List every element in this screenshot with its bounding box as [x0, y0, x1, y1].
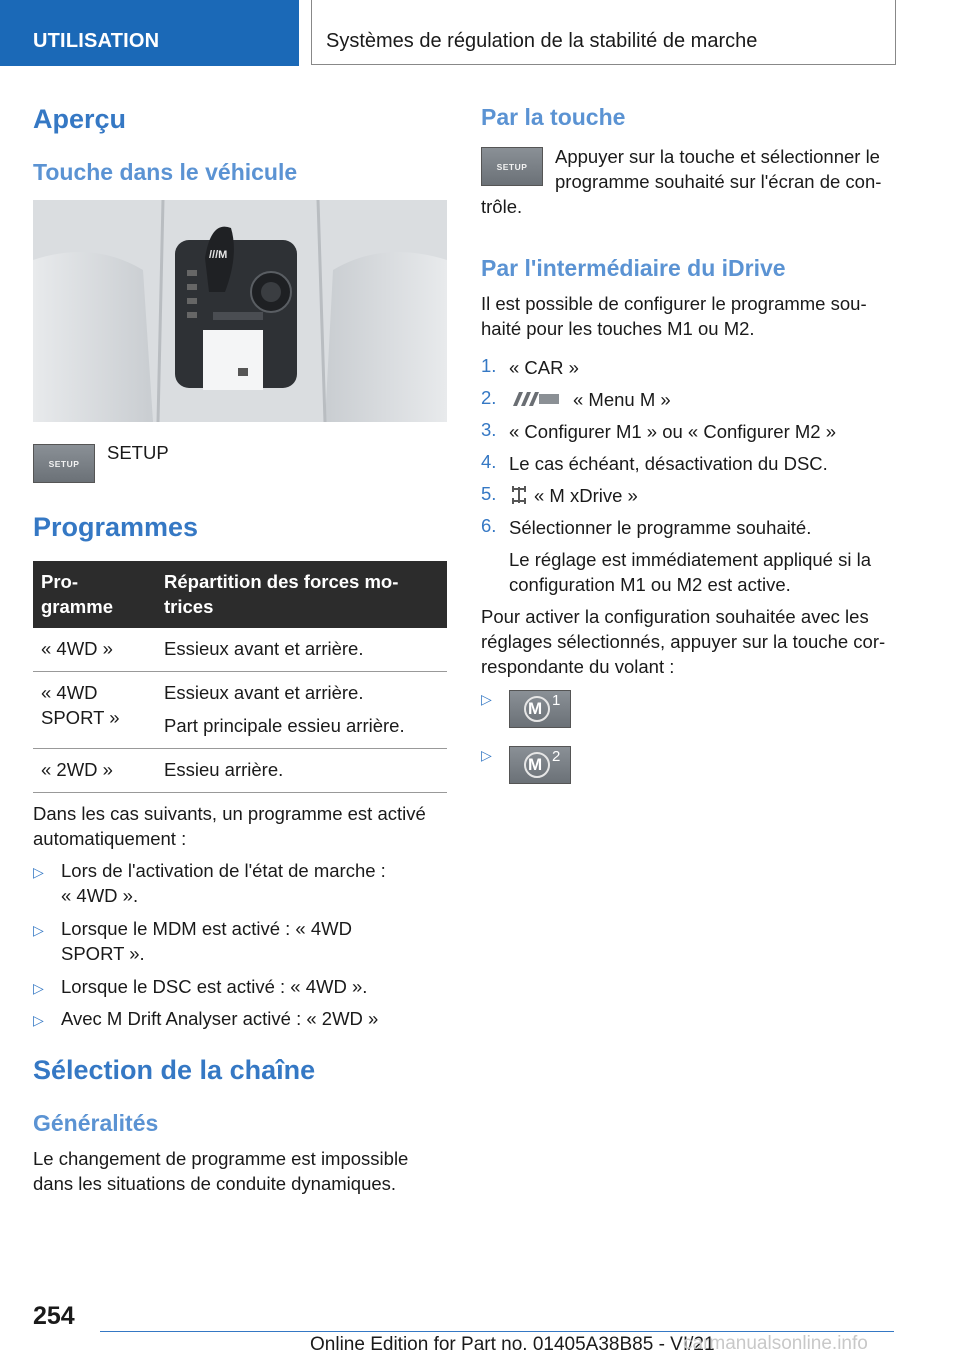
- step-text: « Configurer M1 » ou « Configurer M2 »: [509, 421, 837, 442]
- step-number: 6.: [481, 515, 497, 536]
- list-item: Avec M Drift Analyser activé : « 2WD »: [61, 1008, 379, 1029]
- bullet-triangle-icon: ▷: [33, 980, 44, 996]
- step-text: « Menu M »: [573, 389, 671, 410]
- table-cell-programme: « 4WD SPORT »: [33, 672, 156, 749]
- section-tab: [0, 0, 299, 66]
- watermark-text: carmanualsonline.info: [683, 1333, 868, 1354]
- touch-text-line: programme souhaité sur l'écran de con-: [555, 171, 882, 192]
- vehicle-console-photo: [33, 200, 447, 422]
- step-number: 4.: [481, 451, 497, 472]
- subheading-touche: Touche dans le véhicule: [33, 159, 298, 185]
- generalites-text: Le changement de programme est impossible dans les situations de conduite dynamiques.: [33, 1148, 409, 1194]
- touch-text-line: Appuyer sur la touche et sélectionner le: [555, 146, 880, 167]
- step-number: 1.: [481, 355, 497, 376]
- table-header-row: [33, 561, 447, 628]
- step-text: « CAR »: [509, 357, 579, 378]
- m-logo-icon: [509, 392, 563, 411]
- table-cell-description: Essieux avant et arrière.: [156, 628, 447, 672]
- svg-text:///M: ///M: [209, 249, 228, 261]
- xdrive-icon: [512, 485, 526, 510]
- auto-intro-text: Dans les cas suivants, un programme est activé automatiquement :: [33, 803, 426, 849]
- chapter-tab: [311, 0, 896, 65]
- chapter-title: Systèmes de régulation de la stabilité de marche: [326, 30, 758, 52]
- bullet-triangle-icon: ▷: [33, 1012, 44, 1028]
- bullet-triangle-icon: ▷: [33, 922, 44, 938]
- list-item: Lorsque le DSC est activé : « 4WD ».: [61, 976, 368, 997]
- subheading-generalites: Généralités: [33, 1110, 159, 1136]
- idrive-text: Il est possible de configurer le programme sou- haité pour les touches M1 ou M2.: [481, 293, 867, 339]
- section-heading-apercu: Aperçu: [33, 104, 127, 134]
- setup-button-image: SETUP: [481, 147, 543, 186]
- section-title: UTILISATION: [33, 30, 160, 52]
- subheading-idrive: Par l'intermédiaire du iDrive: [481, 255, 786, 281]
- activate-text: Pour activer la configuration souhaitée avec les réglages sélectionnés, appuyer sur la touche cor- respondante du volant :: [481, 606, 886, 677]
- col-header-repartition: Répartition des forces mo- trices: [156, 561, 447, 628]
- list-item: Lors de l'activation de l'état de marche : « 4WD ».: [61, 860, 386, 906]
- description-line: Essieux avant et arrière.: [164, 682, 364, 703]
- console-illustration: [33, 200, 447, 422]
- step-note: Le réglage est immédiatement appliqué si la configuration M1 ou M2 est active.: [509, 549, 871, 595]
- touch-text-line: trôle.: [481, 196, 523, 217]
- heading-programmes: Programmes: [33, 512, 199, 542]
- step-text: Sélectionner le programme souhaité.: [509, 517, 812, 538]
- table-cell-programme: « 4WD »: [33, 628, 156, 672]
- heading-selection-chaine: Sélection de la chaîne: [33, 1055, 316, 1085]
- description-line: Part principale essieu arrière.: [164, 715, 405, 736]
- setup-button-image: SETUP: [33, 444, 95, 483]
- setup-caption: SETUP: [107, 442, 169, 463]
- step-text: Le cas échéant, désactivation du DSC.: [509, 453, 828, 474]
- page-number: 254: [33, 1302, 75, 1330]
- bullet-triangle-icon: ▷: [33, 864, 44, 880]
- step-number: 3.: [481, 419, 497, 440]
- subheading-par-la-touche: Par la touche: [481, 104, 626, 130]
- bullet-triangle-icon: ▷: [481, 747, 492, 763]
- table-cell-description: [156, 672, 447, 749]
- programmes-table: [33, 561, 447, 793]
- table-cell-description: Essieu arrière.: [156, 749, 447, 793]
- table-row: [33, 628, 447, 672]
- edition-text: Online Edition for Part no. 01405A38B85 - VI/21: [310, 1334, 715, 1355]
- step-number: 5.: [481, 483, 497, 504]
- col-header-programme: Pro- gramme: [33, 561, 156, 628]
- table-row: [33, 672, 447, 749]
- list-item: Lorsque le MDM est activé : « 4WD SPORT ».: [61, 918, 352, 964]
- bullet-triangle-icon: ▷: [481, 691, 492, 707]
- m2-button-image: M 2: [509, 746, 571, 784]
- table-cell-programme: « 2WD »: [33, 749, 156, 793]
- footer-divider: [100, 1331, 894, 1332]
- table-row: [33, 749, 447, 793]
- step-text: « M xDrive »: [534, 485, 638, 506]
- m1-button-image: M 1: [509, 690, 571, 728]
- step-number: 2.: [481, 387, 497, 408]
